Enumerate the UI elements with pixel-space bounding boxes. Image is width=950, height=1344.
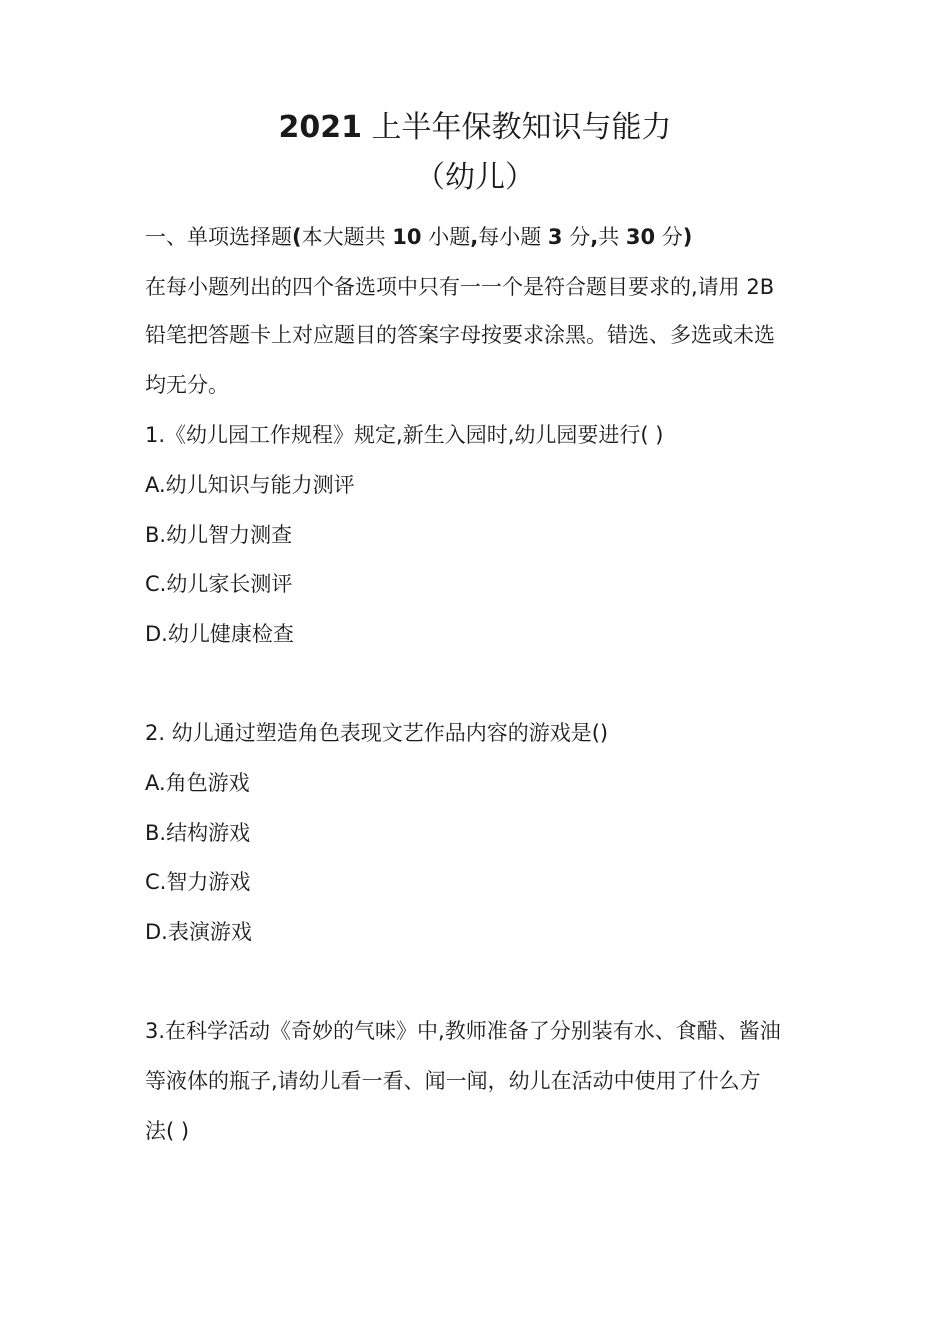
question-1-stem: 1.《幼儿园工作规程》规定,新生入园时,幼儿园要进行( ) — [145, 423, 664, 447]
instruction-line: 铅笔把答题卡上对应题目的答案字母按要求涂黑。错选、多选或未选 — [145, 323, 775, 347]
title-year: 2021 — [278, 110, 362, 145]
instruction-line: 均无分。 — [145, 373, 229, 397]
document-subtitle: （幼儿） — [415, 160, 535, 195]
question-3-stem-line: 等液体的瓶子,请幼儿看一看、闻一闻，幼儿在活动中使用了什么方 — [145, 1069, 761, 1093]
question-2-option-a: A.角色游戏 — [145, 771, 250, 795]
question-1-option-d: D.幼儿健康检查 — [145, 622, 294, 646]
title-main: 上半年保教知识与能力 — [371, 110, 672, 145]
question-2-option-b: B.结构游戏 — [145, 821, 251, 845]
question-3-stem-line: 3.在科学活动《奇妙的气味》中,教师准备了分别装有水、食醋、酱油 — [145, 1019, 781, 1043]
question-1-option-a: A.幼儿知识与能力测评 — [145, 473, 355, 497]
question-2-option-d: D.表演游戏 — [145, 920, 252, 944]
document-title — [0, 108, 950, 148]
question-1-option-b: B.幼儿智力测查 — [145, 523, 293, 547]
question-3-stem-line: 法( ) — [145, 1119, 190, 1143]
instruction-line: 在每小题列出的四个备选项中只有一一个是符合题目要求的,请用 2B — [145, 275, 775, 299]
question-2-stem: 2. 幼儿通过塑造角色表现文艺作品内容的游戏是() — [145, 721, 609, 745]
section-heading: 一、单项选择题(本大题共 10 小题,每小题 3 分,共 30 分) — [145, 225, 693, 249]
question-1-option-c: C.幼儿家长测评 — [145, 572, 293, 596]
question-2-option-c: C.智力游戏 — [145, 870, 251, 894]
